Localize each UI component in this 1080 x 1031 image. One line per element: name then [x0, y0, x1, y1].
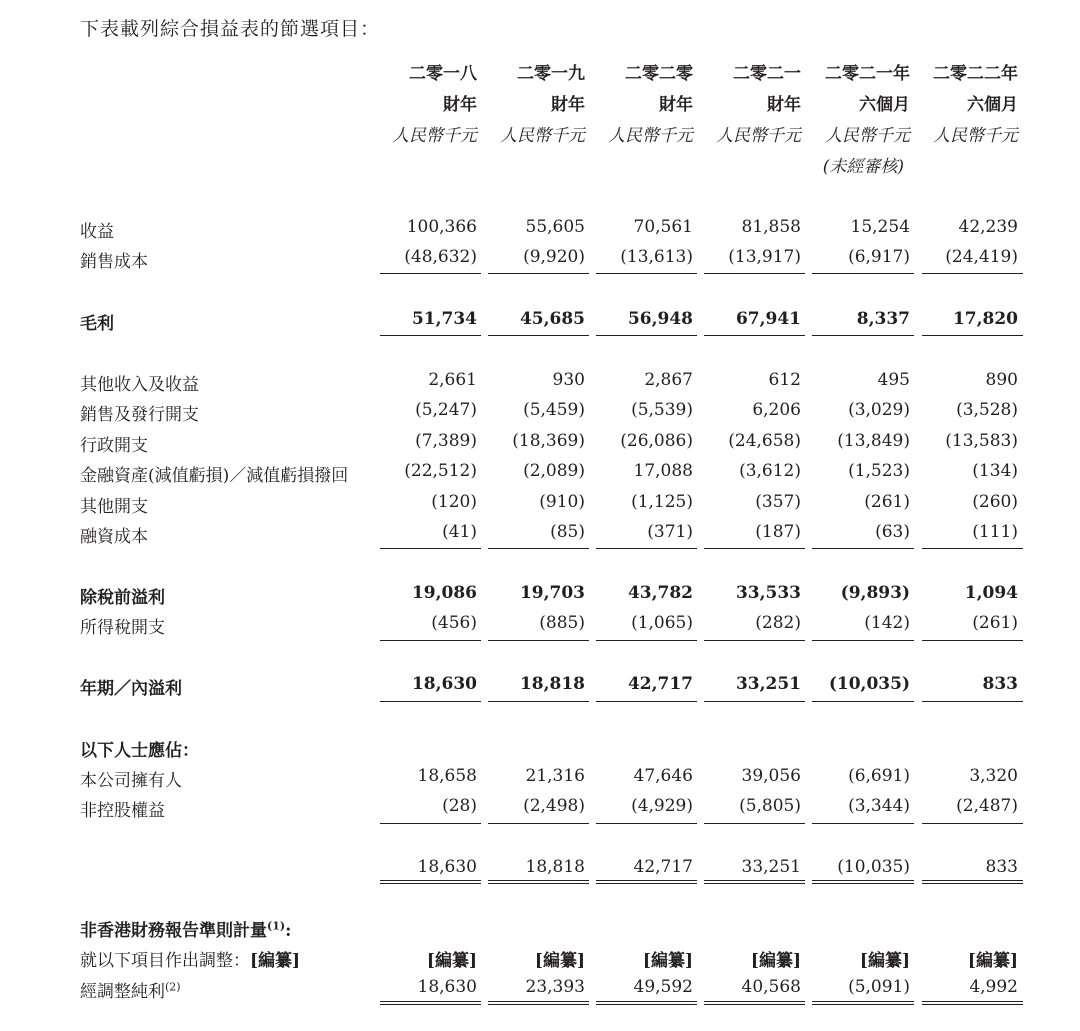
row-label [80, 674, 182, 699]
cell-value: 33,251 [741, 857, 801, 877]
cell-value: (2,487) [956, 796, 1018, 816]
cell-value: 42,239 [958, 217, 1018, 237]
row-label-text: 其他開支 [80, 497, 148, 517]
underline-rule [596, 640, 697, 641]
cell-value: (5,091) [848, 977, 910, 997]
column-header-year: 二零一八 [409, 64, 477, 84]
cell-value: 40,568 [741, 977, 801, 997]
cell-value: 70,561 [633, 217, 693, 237]
underline-rule [380, 823, 481, 824]
row-label-text: 其他收入及收益 [80, 375, 199, 395]
column-header-period: 六個月 [859, 95, 910, 115]
cell-value: (24,419) [945, 247, 1018, 267]
row-label-text: 銷售及發行開支 [80, 405, 199, 425]
cell-value: (2,089) [523, 461, 585, 481]
underline-rule [704, 701, 805, 702]
row-label [80, 946, 300, 971]
row-label-redacted: [編纂] [250, 951, 301, 971]
underline-rule [596, 335, 697, 336]
underline-rule [488, 823, 589, 824]
cell-value: 55,605 [525, 217, 585, 237]
cell-value: (22,512) [404, 461, 477, 481]
cell-value: (1,523) [848, 461, 910, 481]
cell-value: 1,094 [964, 583, 1018, 603]
cell-value: (10,035) [837, 857, 910, 877]
cell-value: 833 [985, 857, 1018, 877]
cell-value: 6,206 [752, 400, 801, 420]
cell-value: (6,691) [848, 766, 910, 786]
cell-value: (261) [864, 492, 910, 512]
footnote-marker: (2) [165, 980, 181, 994]
column-header-unit: 人民幣千元 [933, 126, 1018, 146]
cell-value: [編纂] [859, 951, 910, 971]
cell-value: (7,389) [415, 431, 477, 451]
cell-value: 18,630 [411, 674, 477, 694]
cell-value: (111) [972, 522, 1018, 542]
column-header-unit: 人民幣千元 [716, 126, 801, 146]
column-header-unit: 人民幣千元 [825, 126, 910, 146]
row-label-text: 年期／內溢利 [80, 679, 182, 699]
cell-value: 15,254 [850, 217, 910, 237]
cell-value: (6,917) [848, 247, 910, 267]
double-underline-rule [704, 1001, 805, 1005]
cell-value: 47,646 [633, 766, 693, 786]
row-label [80, 736, 199, 761]
row-label [80, 796, 165, 821]
cell-value: (260) [972, 492, 1018, 512]
underline-rule [812, 335, 914, 336]
cell-value: 43,782 [627, 583, 693, 603]
cell-value: 19,703 [519, 583, 585, 603]
double-underline-rule [488, 1001, 589, 1005]
column-header-unit: 人民幣千元 [500, 126, 585, 146]
underline-rule [812, 823, 914, 824]
column-header-unit: 人民幣千元 [392, 126, 477, 146]
cell-value: (5,539) [631, 400, 693, 420]
underline-rule [488, 273, 589, 274]
underline-rule [704, 335, 805, 336]
double-underline-rule [812, 880, 914, 884]
cell-value: 51,734 [411, 309, 477, 329]
row-label [80, 522, 148, 547]
row-label [80, 217, 114, 242]
row-label-text: 融資成本 [80, 527, 148, 547]
cell-value: (63) [875, 522, 910, 542]
underline-rule [704, 273, 805, 274]
cell-value: 18,630 [417, 977, 477, 997]
row-label-text: 本公司擁有人 [80, 771, 182, 791]
column-header-period: 六個月 [967, 95, 1018, 115]
cell-value: (3,344) [848, 796, 910, 816]
cell-value: 56,948 [627, 309, 693, 329]
column-header-period: 財年 [659, 95, 693, 115]
double-underline-rule [488, 880, 589, 884]
cell-value: (9,920) [523, 247, 585, 267]
underline-rule [596, 548, 697, 549]
row-label-text: 金融資產(減值虧損)／減值虧損撥回 [80, 466, 349, 486]
column-header-year: 二零二二年 [933, 64, 1018, 84]
underline-rule [380, 548, 481, 549]
cell-value: 19,086 [411, 583, 477, 603]
cell-value: (371) [647, 522, 693, 542]
cell-value: [編纂] [426, 951, 477, 971]
row-label-text: 就以下項目作出調整： [80, 951, 250, 971]
cell-value: (24,658) [728, 431, 801, 451]
cell-value: (13,917) [728, 247, 801, 267]
cell-value: (2,498) [523, 796, 585, 816]
cell-value: 833 [982, 674, 1018, 694]
row-label-text: 非香港財務報告準則計量 [80, 921, 267, 941]
cell-value: 39,056 [741, 766, 801, 786]
cell-value: (4,929) [631, 796, 693, 816]
intro-text: 下表載列綜合損益表的節選項目： [80, 18, 381, 40]
underline-rule [380, 335, 481, 336]
row-label-text: 行政開支 [80, 436, 148, 456]
underline-rule [922, 548, 1023, 549]
underline-rule [812, 640, 914, 641]
row-label [80, 431, 148, 456]
row-label-text: 收益 [80, 222, 114, 242]
cell-value: (9,893) [840, 583, 910, 603]
cell-value: 18,630 [417, 857, 477, 877]
underline-rule [704, 640, 805, 641]
cell-value: 612 [768, 370, 801, 390]
cell-value: 67,941 [735, 309, 801, 329]
cell-value: 2,661 [428, 370, 477, 390]
cell-value: (5,459) [523, 400, 585, 420]
row-label [80, 583, 165, 608]
double-underline-rule [704, 880, 805, 884]
underline-rule [596, 273, 697, 274]
cell-value: (910) [539, 492, 585, 512]
underline-rule [922, 823, 1023, 824]
row-label-text: 以下人士應佔： [80, 741, 199, 761]
cell-value: (26,086) [620, 431, 693, 451]
cell-value: 42,717 [627, 674, 693, 694]
row-label-suffix: : [285, 921, 292, 941]
underline-rule [596, 701, 697, 702]
cell-value: (120) [431, 492, 477, 512]
row-label [80, 309, 114, 334]
cell-value: (261) [972, 613, 1018, 633]
cell-value: (1,125) [631, 492, 693, 512]
column-header-year: 二零一九 [517, 64, 585, 84]
cell-value: (885) [539, 613, 585, 633]
cell-value: (13,613) [620, 247, 693, 267]
cell-value: (456) [431, 613, 477, 633]
cell-value: (1,065) [631, 613, 693, 633]
cell-value: 4,992 [969, 977, 1018, 997]
double-underline-rule [596, 1001, 697, 1005]
cell-value: (282) [755, 613, 801, 633]
cell-value: (142) [864, 613, 910, 633]
cell-value: 495 [877, 370, 910, 390]
cell-value: 930 [552, 370, 585, 390]
cell-value: (41) [442, 522, 477, 542]
cell-value: (85) [550, 522, 585, 542]
underline-rule [380, 273, 481, 274]
double-underline-rule [380, 1001, 481, 1005]
row-label-text: 除稅前溢利 [80, 588, 165, 608]
row-label-text: 毛利 [80, 314, 114, 334]
cell-value: 33,533 [735, 583, 801, 603]
column-header-note: (未經審核) [822, 157, 904, 177]
column-header-period: 財年 [443, 95, 477, 115]
cell-value: (10,035) [828, 674, 910, 694]
row-label [80, 766, 182, 791]
cell-value: (3,029) [848, 400, 910, 420]
cell-value: 45,685 [519, 309, 585, 329]
cell-value: 49,592 [633, 977, 693, 997]
underline-rule [812, 273, 914, 274]
underline-rule [488, 640, 589, 641]
cell-value: 8,337 [856, 309, 910, 329]
underline-rule [488, 701, 589, 702]
underline-rule [812, 701, 914, 702]
double-underline-rule [380, 880, 481, 884]
underline-rule [922, 640, 1023, 641]
cell-value: 23,393 [525, 977, 585, 997]
underline-rule [922, 701, 1023, 702]
row-label-text: 所得稅開支 [80, 618, 165, 638]
column-header-period: 財年 [551, 95, 585, 115]
underline-rule [922, 335, 1023, 336]
column-header-year: 二零二一年 [825, 64, 910, 84]
row-label [80, 977, 181, 1002]
cell-value: (13,849) [837, 431, 910, 451]
cell-value: 17,088 [633, 461, 693, 481]
cell-value: [編纂] [967, 951, 1018, 971]
row-label [80, 461, 348, 486]
row-label [80, 613, 165, 638]
cell-value: 18,658 [417, 766, 477, 786]
row-label-text: 經調整純利 [80, 982, 165, 1002]
underline-rule [380, 640, 481, 641]
double-underline-rule [922, 1001, 1023, 1005]
cell-value: (187) [755, 522, 801, 542]
double-underline-rule [922, 880, 1023, 884]
column-header-period: 財年 [767, 95, 801, 115]
underline-rule [488, 335, 589, 336]
cell-value: (18,369) [512, 431, 585, 451]
cell-value: [編纂] [750, 951, 801, 971]
row-label [80, 492, 148, 517]
cell-value: 2,867 [644, 370, 693, 390]
cell-value: 100,366 [406, 217, 477, 237]
row-label-text: 非控股權益 [80, 801, 165, 821]
row-label [80, 247, 148, 272]
cell-value: (357) [755, 492, 801, 512]
underline-rule [922, 273, 1023, 274]
underline-rule [704, 823, 805, 824]
double-underline-rule [812, 1001, 914, 1005]
double-underline-rule [596, 880, 697, 884]
footnote-marker: (1) [267, 919, 286, 933]
row-label-text: 銷售成本 [80, 252, 148, 272]
cell-value: (3,612) [739, 461, 801, 481]
cell-value: (13,583) [945, 431, 1018, 451]
cell-value: [編纂] [534, 951, 585, 971]
cell-value: (48,632) [404, 247, 477, 267]
column-header-year: 二零二零 [625, 64, 693, 84]
cell-value: 18,818 [525, 857, 585, 877]
underline-rule [596, 823, 697, 824]
underline-rule [704, 548, 805, 549]
cell-value: 18,818 [519, 674, 585, 694]
column-header-unit: 人民幣千元 [608, 126, 693, 146]
cell-value: 890 [985, 370, 1018, 390]
cell-value: (5,805) [739, 796, 801, 816]
cell-value: 33,251 [735, 674, 801, 694]
cell-value: (28) [442, 796, 477, 816]
row-label [80, 400, 199, 425]
cell-value: (134) [972, 461, 1018, 481]
cell-value: 21,316 [525, 766, 585, 786]
cell-value: (3,528) [956, 400, 1018, 420]
cell-value: 3,320 [969, 766, 1018, 786]
row-label [80, 370, 199, 395]
cell-value: (5,247) [415, 400, 477, 420]
cell-value: 81,858 [741, 217, 801, 237]
underline-rule [812, 548, 914, 549]
cell-value: 42,717 [633, 857, 693, 877]
underline-rule [380, 701, 481, 702]
cell-value: 17,820 [952, 309, 1018, 329]
cell-value: [編纂] [642, 951, 693, 971]
column-header-year: 二零二一 [733, 64, 801, 84]
underline-rule [488, 548, 589, 549]
row-label [80, 916, 291, 941]
